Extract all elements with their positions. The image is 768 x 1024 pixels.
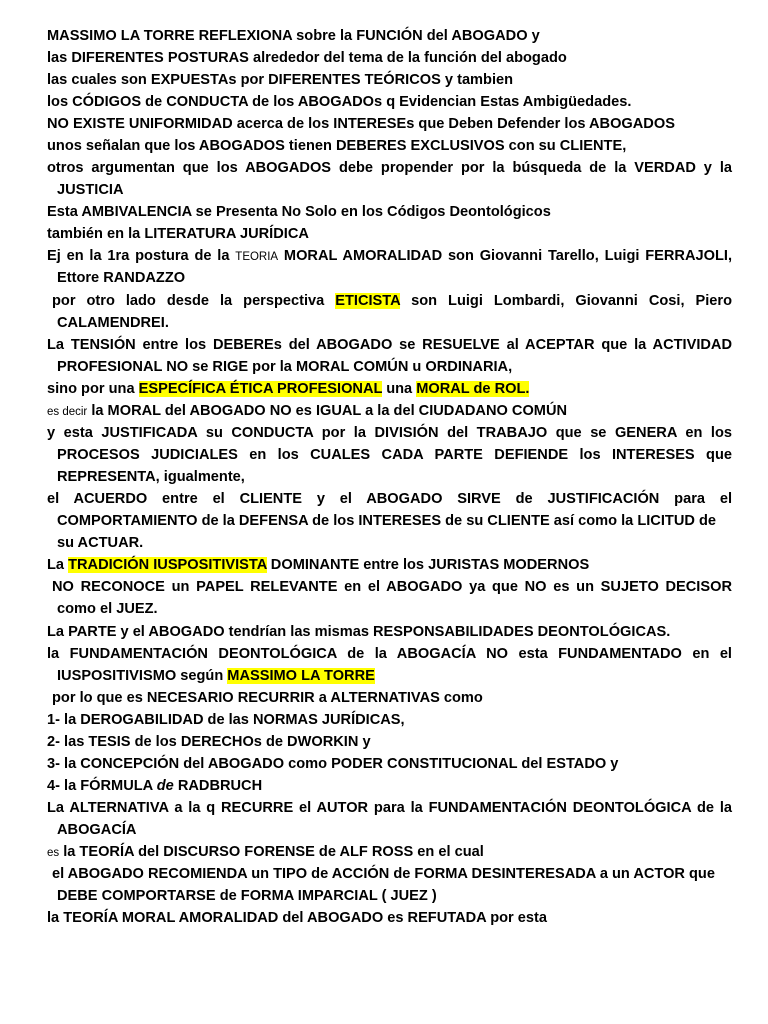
highlighted-text: ESPECÍFICA ÉTICA PROFESIONAL <box>138 381 383 397</box>
text-segment: La PARTE y el ABOGADO tendrían las mismas RESPONSABILIDADES DEONTOLÓGICAS. <box>47 624 671 640</box>
text-segment: la TEORÍA del DISCURSO FORENSE de ALF ROSS en el cual <box>59 844 484 860</box>
text-line <box>47 908 547 928</box>
text-segment: MASSIMO LA TORRE REFLEXIONA sobre la FUNCIÓN del ABOGADO y <box>47 28 540 44</box>
small-text: TEORIA <box>235 251 279 263</box>
text-line <box>47 70 513 90</box>
text-line <box>57 268 185 288</box>
text-segment: 4- la FÓRMULA <box>47 778 157 794</box>
text-line <box>47 224 309 244</box>
text-line <box>57 666 375 686</box>
text-line <box>47 489 732 509</box>
text-segment: las cuales son EXPUESTAs por DIFERENTES TEÓRICOS y tambien <box>47 72 514 88</box>
text-line <box>52 688 483 708</box>
text-line <box>47 776 262 796</box>
text-segment: La TENSIÓN entre los DEBEREs del ABOGADO se RESUELVE al ACEPTAR que la ACTIVIDAD <box>47 337 732 353</box>
text-segment: DOMINANTE entre los JURISTAS MODERNOS <box>266 557 590 573</box>
text-segment: su ACTUAR. <box>57 535 144 551</box>
text-line <box>47 92 631 112</box>
text-line <box>57 511 716 531</box>
text-line <box>47 732 371 752</box>
text-line <box>57 886 437 906</box>
text-segment: NO EXISTE UNIFORMIDAD acerca de los INTERESEs que Deben Defender los ABOGADOS <box>47 116 675 132</box>
text-line <box>57 820 136 840</box>
text-segment: la TEORÍA MORAL AMORALIDAD del ABOGADO es REFUTADA por esta <box>47 910 547 926</box>
text-segment: La ALTERNATIVA a la q RECURRE el AUTOR para la FUNDAMENTACIÓN DEONTOLÓGICA de la <box>47 800 732 816</box>
text-segment: REPRESENTA, igualmente, <box>57 469 245 485</box>
text-line <box>57 357 512 377</box>
text-line <box>57 599 158 619</box>
text-line <box>52 864 715 884</box>
highlighted-text: MORAL de ROL. <box>416 381 530 397</box>
text-segment: otros argumentan que los ABOGADOS debe propender por la búsqueda de la VERDAD y la <box>47 160 732 176</box>
text-segment: RADBRUCH <box>173 778 263 794</box>
text-line <box>57 445 732 465</box>
text-segment: unos señalan que los ABOGADOS tienen DEBERES EXCLUSIVOS con su CLIENTE, <box>47 138 627 154</box>
text-segment: DEBE COMPORTARSE de FORMA IMPARCIAL ( JUEZ ) <box>57 888 437 904</box>
text-segment: CALAMENDREI. <box>57 315 169 331</box>
text-segment: PROCESOS JUDICIALES en los CUALES CADA PARTE DEFIENDE los INTERESES que <box>57 447 732 463</box>
text-line <box>47 754 618 774</box>
text-line <box>52 291 732 311</box>
text-line <box>47 26 540 46</box>
text-segment: NO RECONOCE un PAPEL RELEVANTE en el ABOGADO ya que NO es un SUJETO DECISOR <box>52 579 732 595</box>
text-segment: y esta JUSTIFICADA su CONDUCTA por la DIVISIÓN del TRABAJO que se GENERA en los <box>47 425 732 441</box>
text-segment: sino por una <box>47 381 139 397</box>
text-segment: también en la LITERATURA JURÍDICA <box>47 226 309 242</box>
text-segment: son Luigi Lombardi, Giovanni Cosi, Piero <box>400 293 732 309</box>
text-line <box>57 533 143 553</box>
text-segment: MORAL AMORALIDAD son Giovanni Tarello, Luigi FERRAJOLI, <box>278 248 732 264</box>
text-segment: la MORAL del ABOGADO NO es IGUAL a la del CIUDADANO COMÚN <box>87 403 568 419</box>
text-segment: COMPORTAMIENTO de la DEFENSA de los INTERESES de su CLIENTE así como la LICITUD de <box>57 513 716 529</box>
text-line <box>47 335 732 355</box>
text-segment: como el JUEZ. <box>57 601 158 617</box>
highlighted-text: TRADICIÓN IUSPOSITIVISTA <box>68 557 267 573</box>
highlighted-text: MASSIMO LA TORRE <box>227 668 375 684</box>
text-segment: IUSPOSITIVISMO según <box>57 668 228 684</box>
text-segment: por lo que es NECESARIO RECURRIR a ALTERNATIVAS como <box>52 690 483 706</box>
text-segment: PROFESIONAL NO se RIGE por la MORAL COMÚN u ORDINARIA, <box>57 359 513 375</box>
text-segment: ABOGACÍA <box>57 822 137 838</box>
text-segment: por otro lado desde la perspectiva <box>52 293 336 309</box>
text-segment: el ACUERDO entre el CLIENTE y el ABOGADO SIRVE de JUSTIFICACIÓN para el <box>47 491 732 507</box>
text-line <box>52 577 732 597</box>
text-segment: las DIFERENTES POSTURAS alrededor del tema de la función del abogado <box>47 50 567 66</box>
italic-text: de <box>156 778 174 794</box>
text-line <box>47 48 567 68</box>
text-line <box>47 401 567 422</box>
text-line <box>47 622 670 642</box>
text-line <box>47 644 732 664</box>
text-segment: JUSTICIA <box>57 182 124 198</box>
text-line <box>47 842 484 863</box>
text-segment: una <box>382 381 417 397</box>
text-line <box>57 313 169 333</box>
small-text: es <box>47 847 60 859</box>
text-segment: 1- la DEROGABILIDAD de las NORMAS JURÍDICAS, <box>47 712 405 728</box>
text-line <box>47 158 732 178</box>
text-segment: la FUNDAMENTACIÓN DEONTOLÓGICA de la ABOGACÍA NO esta FUNDAMENTADO en el <box>47 646 732 662</box>
text-segment: La <box>47 557 69 573</box>
text-line <box>47 202 551 222</box>
text-line <box>47 798 732 818</box>
text-segment: 3- la CONCEPCIÓN del ABOGADO como PODER CONSTITUCIONAL del ESTADO y <box>47 756 619 772</box>
text-segment: el ABOGADO RECOMIENDA un TIPO de ACCIÓN de FORMA DESINTERESADA a un ACTOR que <box>52 866 715 882</box>
text-line <box>47 710 405 730</box>
text-line <box>57 180 124 200</box>
text-line <box>47 246 732 267</box>
highlighted-text: ETICISTA <box>335 293 401 309</box>
text-line <box>57 467 245 487</box>
small-text: es decir <box>47 406 88 418</box>
text-segment: Ej en la 1ra postura de la <box>47 248 236 264</box>
text-line <box>47 555 589 575</box>
text-segment: los CÓDIGOS de CONDUCTA de los ABOGADOs q Evidencian Estas Ambigüedades. <box>47 94 632 110</box>
text-segment: 2- las TESIS de los DERECHOs de DWORKIN y <box>47 734 371 750</box>
text-segment: Esta AMBIVALENCIA se Presenta No Solo en los Códigos Deontológicos <box>47 204 551 220</box>
text-line <box>47 136 626 156</box>
text-line <box>47 379 529 399</box>
text-line <box>47 114 675 134</box>
text-segment: Ettore RANDAZZO <box>57 270 186 286</box>
text-line <box>47 423 732 443</box>
